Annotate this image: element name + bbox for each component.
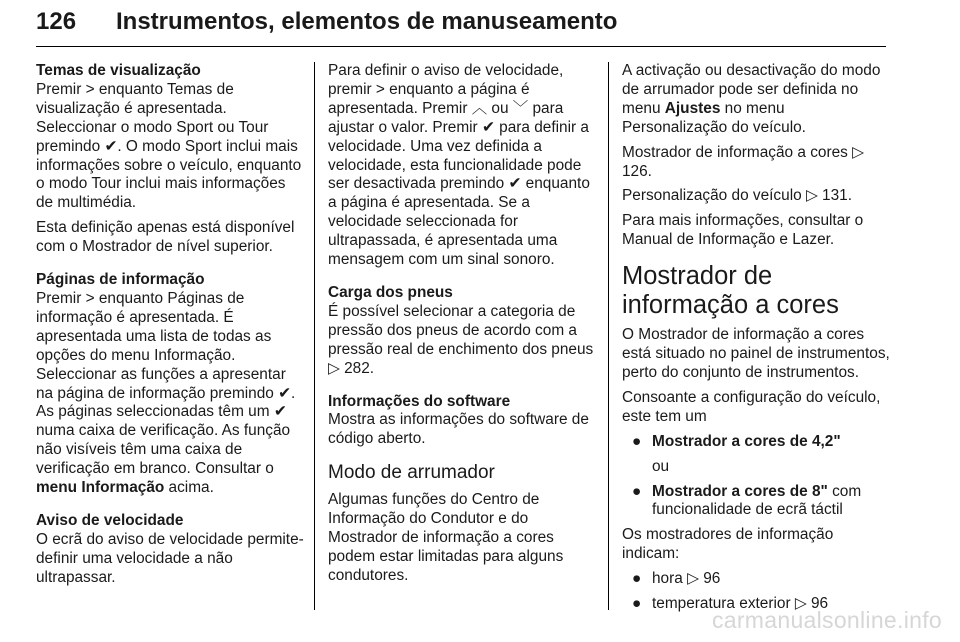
subsection-title-valet-mode: Modo de arrumador: [328, 462, 495, 484]
cross-reference: Personalização do veículo ▷ 131.: [622, 187, 853, 205]
paragraph: O Mostrador de informação a cores está situado no painel de instrumentos, perto do conjunto de instrumentos.: [622, 326, 890, 381]
text-run: Premir > enquanto Páginas de informação é apresentada. É apresentada uma lista de todas as opções do menu Informação. Seleccionar as funções a apresentar na página de informação premindo ✔. As páginas seleccionadas têm um ✔ numa caixa de verificação. As função não visíveis têm uma caixa de verificação em branco. Consultar o: [36, 289, 296, 478]
bold-term: Ajustes: [664, 99, 721, 117]
column-divider-2: [608, 62, 609, 610]
paragraph: Os mostradores de informação indicam:: [622, 526, 834, 563]
page-number: 126: [36, 8, 77, 35]
bullet-icon: ●: [632, 482, 642, 500]
section-heading-speed-warning: Aviso de velocidade: [36, 511, 184, 529]
bullet-icon: ●: [632, 432, 642, 450]
paragraph: [36, 290, 306, 498]
section-heading-software-info: Informações do software: [328, 392, 511, 410]
column-1: [36, 62, 306, 594]
text-run: acima.: [164, 479, 214, 497]
bold-term: menu Informação: [36, 479, 165, 497]
text-run: no menu Personalização do veículo.: [622, 99, 806, 136]
bold-term: Mostrador a cores de 4,2": [652, 432, 841, 450]
list-separator: ou: [652, 457, 670, 475]
section-title-color-display: Mostrador de informação a cores: [622, 262, 839, 320]
section-heading-tyre-load: Carga dos pneus: [328, 283, 453, 301]
cross-reference: Mostrador de informação a cores ▷ 126.: [622, 143, 864, 180]
list-item: [622, 570, 890, 589]
column-3: [622, 62, 890, 620]
column-2: [328, 62, 596, 592]
bold-term: Mostrador a cores de 8": [652, 482, 828, 500]
paragraph: Para mais informações, consultar o Manual de Informação e Lazer.: [622, 212, 864, 249]
section-heading-info-pages: Páginas de informação: [36, 271, 205, 289]
paragraph: [622, 62, 890, 138]
watermark: carmanualsonline.info: [711, 607, 942, 633]
paragraph: Para definir o aviso de velocidade, premir > enquanto a página é apresentada. Premir ︿ ou ﹀ para ajustar o valor. Premir ✔ para definir a velocidade. Uma vez definida a velocidade, esta funcionalidade pode ser desactivada premindo ✔ enquanto a página é apresentada. Se a velocidade seleccionada for ultrapassada, é apresentada uma mensagem com um sinal sonoro.: [328, 62, 590, 269]
header-divider: [36, 46, 886, 47]
paragraph: Algumas funções do Centro de Informação do Condutor e do Mostrador de informação a cores podem estar limitadas para alguns condutores.: [328, 491, 564, 584]
page-header: [36, 8, 886, 44]
paragraph: O ecrã do aviso de velocidade permite- definir uma velocidade a não ultrapassar.: [36, 530, 304, 586]
section-heading-display-themes: Temas de visualização: [36, 62, 201, 79]
list-item: [622, 433, 890, 452]
paragraph: Esta definição apenas está disponível com o Mostrador de nível superior.: [36, 219, 295, 256]
paragraph: É possível selecionar a categoria de pressão dos pneus de acordo com a pressão real de enchimento dos pneus ▷ 282.: [328, 302, 594, 377]
column-divider-1: [314, 62, 315, 610]
paragraph: Premir > enquanto Temas de visualização é apresentada. Seleccionar o modo Sport ou Tour premindo ✔. O modo Sport inclui mais informações sobre o veículo, enquanto o modo Tour inclui mais informações de multimédia.: [36, 80, 302, 212]
list-item: [622, 483, 890, 521]
text-run: A activação ou desactivação do modo de arrumador pode ser definida no menu: [622, 62, 881, 117]
page-title: Instrumentos, elementos de manuseamento: [116, 8, 618, 35]
paragraph: Consoante a configuração do veículo, este tem um: [622, 388, 881, 425]
list-text: temperatura exterior ▷ 96: [652, 595, 829, 613]
list-text: hora ▷ 96: [652, 570, 721, 588]
bullet-icon: ●: [632, 570, 642, 588]
paragraph: Mostra as informações do software de código aberto.: [328, 411, 589, 448]
bullet-icon: ●: [632, 595, 642, 613]
text-run: com funcionalidade de ecrã táctil: [652, 482, 862, 519]
